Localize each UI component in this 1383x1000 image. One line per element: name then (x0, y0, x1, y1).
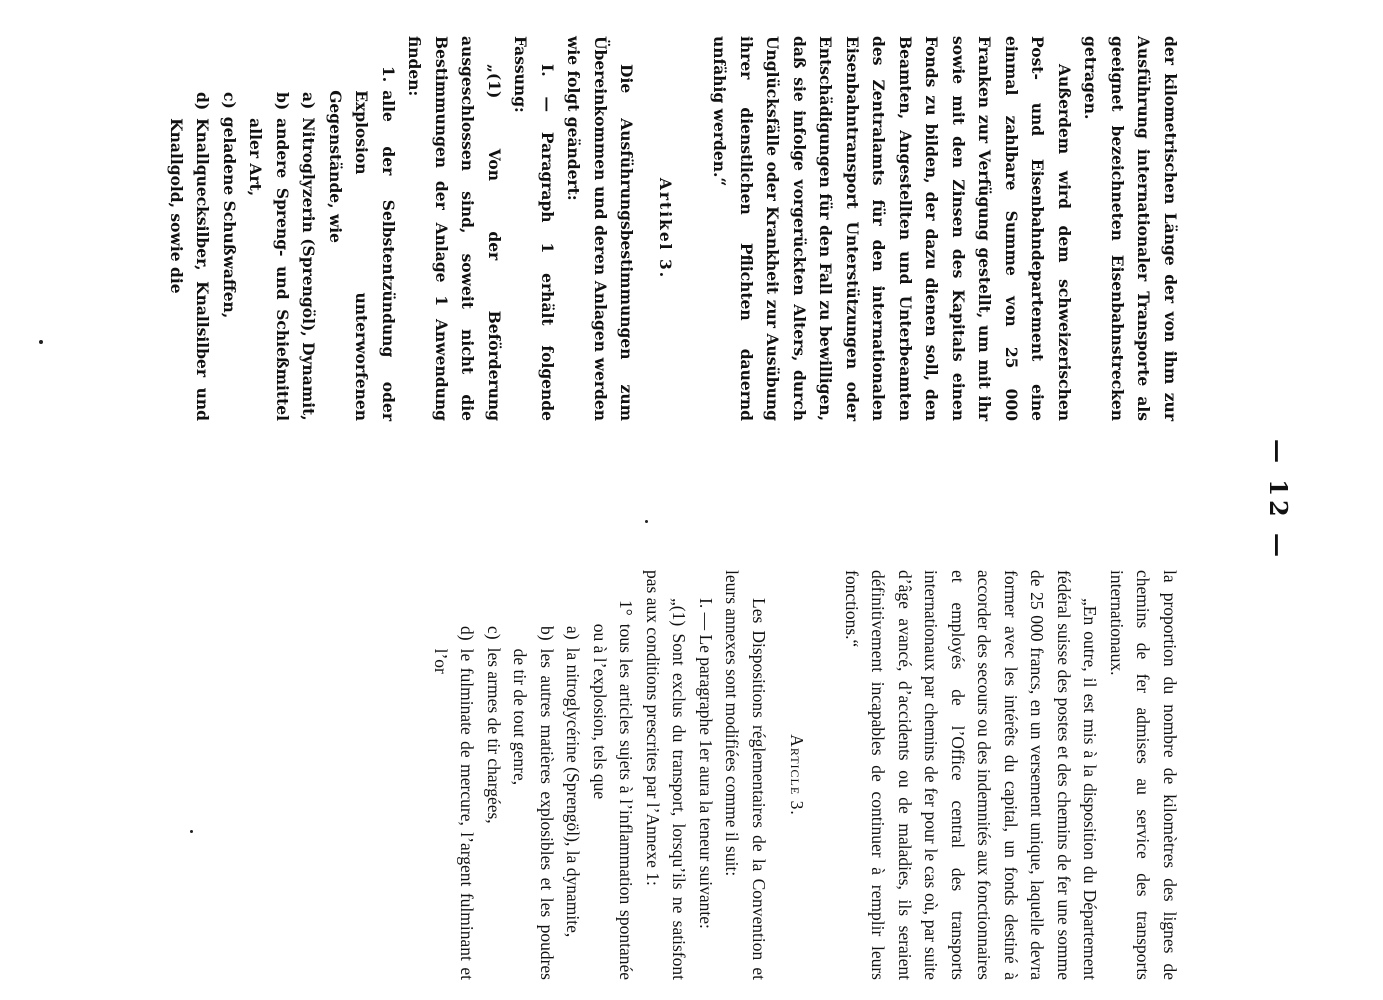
list-item (295, 92, 322, 421)
list-text: Nitroglyzerin (Sprengöl), Dynamit, (299, 117, 319, 421)
list-item (216, 92, 243, 421)
list-text: tous les articles sujets à l’inflammation spontanée ou à l’explosion, tels que (590, 623, 637, 980)
list-item (322, 66, 402, 421)
french-list (428, 600, 640, 980)
list-marker: b) (537, 626, 557, 641)
list-item (507, 626, 560, 980)
french-paragraph: I. — Le paragraphe 1er aura la teneur suivante: (696, 598, 716, 929)
french-column (428, 570, 1184, 980)
french-sublist (428, 626, 587, 980)
list-marker: c) (484, 626, 504, 640)
german-article-heading: Artikel 3. (656, 177, 675, 280)
french-paragraph: la proportion du nombre de kilomètres des lignes de chemins de fer admises au service des transports internationaux. (1107, 570, 1180, 980)
german-sublist (163, 92, 322, 421)
french-article-heading: Article 3. (787, 734, 808, 816)
french-paragraph: „(1) Sont exclus du transport, lorsqu’ils ne satisfont pas aux conditions prescrites par l’Annexe 1: (643, 570, 690, 980)
list-text: alle der Selbstentzündung oder Explosion unterworfenen Gegenstände, wie (326, 90, 398, 421)
french-paragraph: „En outre, il est mis à la disposition du Département fédéral suisse des postes et des chemins de fer une somme de 25 000 francs, en un versement unique, laquelle devra former avec les intérêts du capital, un fonds destiné à accorder des secours ou des indemnités aux fonctionnaires et employés de l’Office central des transports internationaux par chemins de fer pour le cas où, par suite d’âge avancé, d’accidents ou de maladies, ils seraient définitivement incapables de continuer à remplir leurs fonctions.“ (842, 570, 1101, 980)
list-marker: d) (193, 92, 213, 111)
list-item (242, 92, 295, 421)
scan-speck (645, 520, 648, 523)
list-text: geladene Schußwaffen, (220, 116, 239, 319)
scan-speck (190, 830, 193, 833)
list-marker: d) (457, 626, 478, 641)
list-text: andere Spreng- und Schießmittel aller Art, (246, 118, 292, 421)
german-column (163, 36, 1184, 421)
german-paragraph: „(1) Von der Beförderung ausgeschlossen sind, soweit nicht die Bestimmungen der Anlage 1 Anwendung finden: (405, 36, 504, 421)
list-text: les armes de tir chargées, (484, 647, 504, 824)
german-paragraph: Die Ausführungsbestimmungen zum Übereinkommen und deren Anlagen werden wie folgt geändert: (564, 36, 637, 421)
list-marker: a) (563, 626, 584, 640)
list-text: les autres matières explosibles et les poudres de tir de tout genre, (510, 648, 557, 980)
list-text: Knallquecksilber, Knallsilber und Knallgold, sowie die (167, 118, 213, 421)
page-number: — 12 — (1264, 438, 1293, 562)
french-paragraph: Les Dispositions réglementaires de la Convention et leurs annexes sont modifiées comme il suit: (722, 570, 769, 980)
list-text: la nitroglycérine (Sprengöl), la dynamite, (563, 647, 584, 938)
list-marker: b) (273, 92, 292, 111)
list-marker: a) (299, 92, 319, 110)
german-paragraph: der kilometrischen Länge der von ihm zur Ausführung internationaler Transporte als geeignet bezeichneten Eisenbahnstrecken getragen. (1081, 36, 1180, 421)
list-item (481, 626, 508, 980)
german-paragraph: Außerdem wird dem schweizerischen Post- und Eisenbahndepartement eine einmal zahlbare Summe von 25 000 Franken zur Verfügung gestellt, um mit ihr sowie mit den Zinsen des Kapitals einen Fonds zu bilden, der dazu dienen soll, den Beamten, Angestellten und Unterbeamten des Zentralamts für den internationalen Eisenbahntransport Unterstützungen oder Entschädigungen für den Fall zu bewilligen, daß sie infolge vorgerückten Alters, durch Unglücksfälle oder Krankheit zur Ausübung ihrer dienstlichen Pflichten dauernd unfähig werden.“ (710, 36, 1074, 421)
list-marker: 1° (616, 600, 637, 616)
german-list (163, 66, 402, 421)
german-paragraph: I. — Paragraph 1 erhält folgende Fassung: (511, 36, 557, 421)
list-item (163, 92, 216, 421)
list-marker: c) (220, 92, 239, 109)
list-item (560, 626, 587, 980)
list-marker: 1. (379, 66, 398, 83)
list-item (428, 626, 481, 980)
scan-speck (39, 340, 43, 344)
list-item (587, 600, 640, 980)
list-text: le fulminate de mercure, l’argent fulminant et l’or (431, 648, 478, 980)
